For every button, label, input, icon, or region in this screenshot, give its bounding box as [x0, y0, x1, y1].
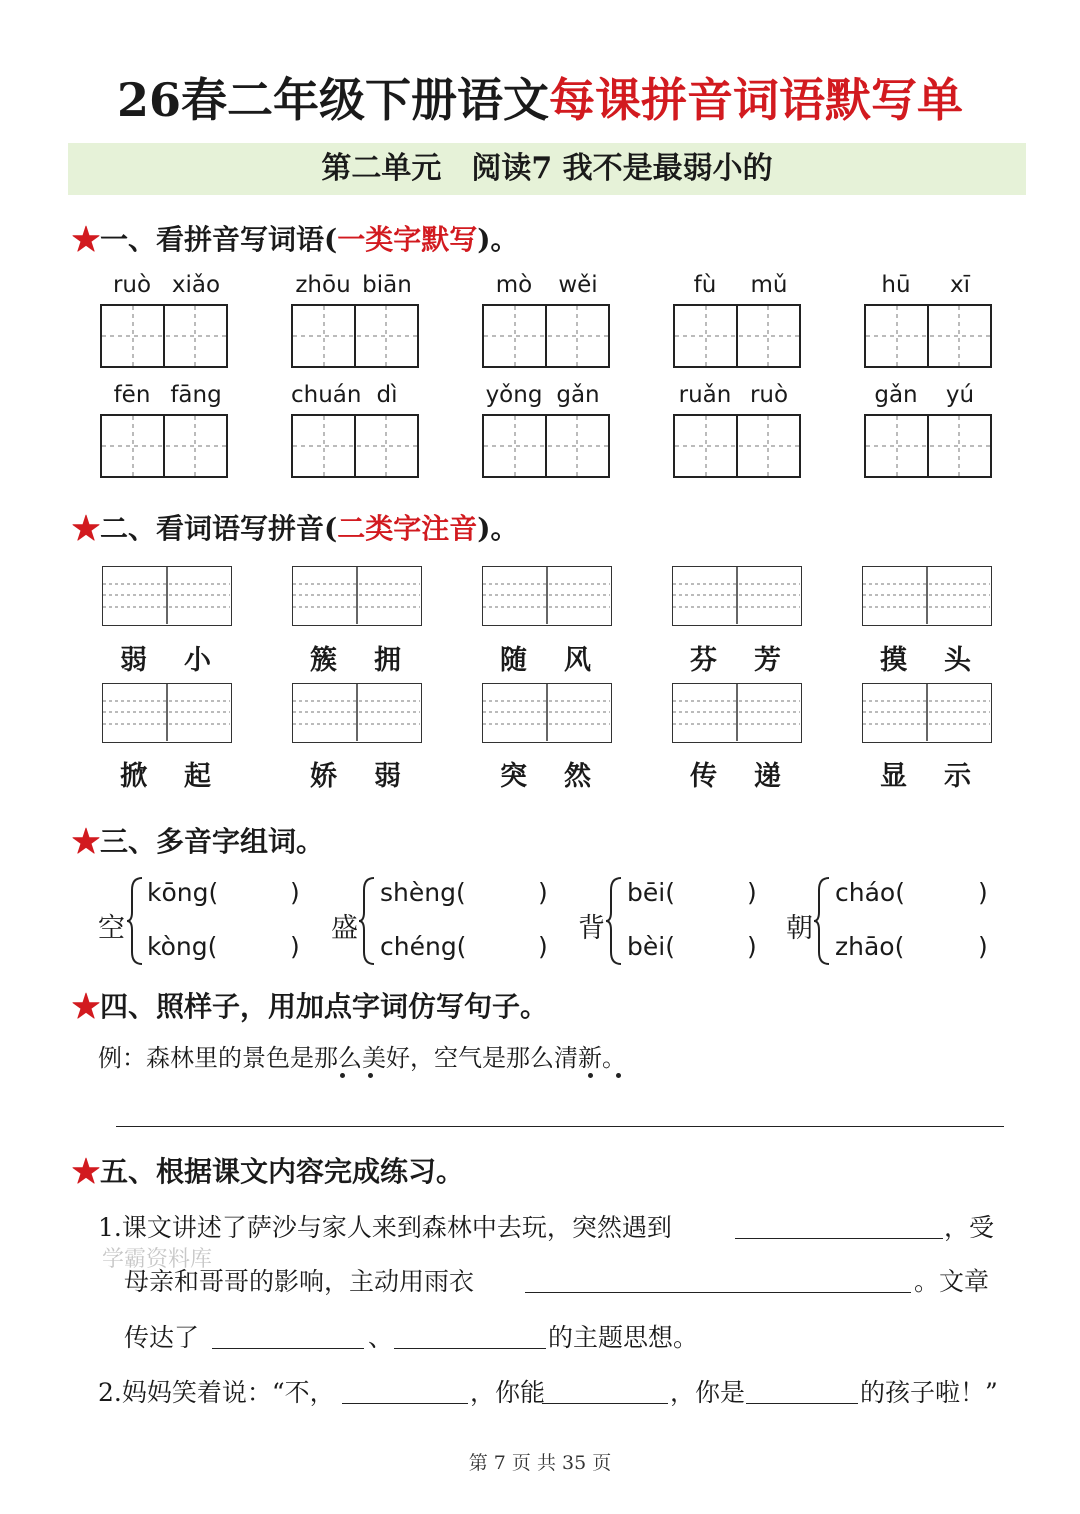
- word-character: 突: [500, 761, 527, 792]
- word-character: 拥: [374, 645, 401, 676]
- pinyin-reading: kòng(: [147, 932, 218, 961]
- polyphonic-character: 背: [578, 913, 605, 944]
- page-footer: 第 7 页 共 35 页: [468, 1452, 612, 1474]
- page-title: 26春二年级下册语文每课拼音词语默写单: [116, 73, 963, 127]
- word-character: 随: [500, 645, 527, 676]
- tianzige-grid[interactable]: [291, 414, 419, 478]
- emphasis-dot: [616, 1073, 621, 1078]
- answer-slot-close[interactable]: ): [978, 932, 988, 961]
- answer-slot-close[interactable]: ): [538, 878, 548, 907]
- pinyin-syllable: xī: [949, 272, 970, 298]
- pinyin-writing-box[interactable]: [482, 566, 612, 626]
- tianzige-grid[interactable]: [291, 304, 419, 368]
- watermark: 学霸资料库: [102, 1247, 213, 1272]
- example-sentence: 例：森林里的景色是那么美好，空气是那么清新。: [98, 1044, 626, 1072]
- emphasis-dot: [368, 1073, 373, 1078]
- tianzige-grid[interactable]: [482, 414, 610, 478]
- q1-blank-4[interactable]: [394, 1348, 546, 1349]
- pinyin-writing-box[interactable]: [102, 566, 232, 626]
- pinyin-syllable: fēn: [113, 382, 151, 408]
- q1-line2-text: 母亲和哥哥的影响，主动用雨衣: [124, 1267, 475, 1296]
- answer-slot-close[interactable]: ): [747, 932, 757, 961]
- word-character: 摸: [880, 645, 907, 676]
- q2-text-2: ，你能: [470, 1378, 546, 1407]
- pinyin-writing-box[interactable]: [482, 683, 612, 743]
- pinyin-writing-box[interactable]: [292, 566, 422, 626]
- q1-line3-end: 的主题思想。: [548, 1323, 699, 1352]
- section2-heading: ★二、看词语写拼音(二类字注音)。: [72, 512, 519, 545]
- pinyin-syllable: xiǎo: [171, 272, 221, 298]
- pinyin-syllable: mǔ: [750, 272, 788, 298]
- word-character: 风: [564, 645, 591, 676]
- brace-icon: [358, 876, 376, 970]
- word-character: 递: [754, 761, 781, 792]
- polyphonic-character: 朝: [786, 913, 813, 944]
- word-character: 显: [880, 761, 907, 792]
- pinyin-reading: chéng(: [380, 932, 467, 961]
- word-character: 娇: [310, 761, 337, 792]
- word-character: 弱: [120, 645, 147, 676]
- pinyin-syllable: ruò: [112, 272, 152, 298]
- word-character: 弱: [374, 761, 401, 792]
- tianzige-grid[interactable]: [673, 414, 801, 478]
- q2-blank-3[interactable]: [746, 1403, 858, 1404]
- tianzige-grid[interactable]: [864, 304, 992, 368]
- pinyin-reading: zhāo(: [835, 932, 905, 961]
- pinyin-reading: kōng(: [147, 878, 219, 907]
- pinyin-writing-box[interactable]: [672, 566, 802, 626]
- answer-slot-close[interactable]: ): [978, 878, 988, 907]
- q1-blank-1[interactable]: [735, 1238, 943, 1239]
- section1-heading: ★一、看拼音写词语(一类字默写)。: [72, 223, 519, 256]
- word-character: 芳: [754, 645, 781, 676]
- pinyin-syllable: biān: [362, 272, 412, 298]
- pinyin-writing-box[interactable]: [862, 683, 992, 743]
- answer-slot-close[interactable]: ): [538, 932, 548, 961]
- pinyin-syllable: zhōu: [295, 272, 351, 298]
- word-character: 示: [944, 761, 971, 792]
- pinyin-syllable: ruò: [749, 382, 789, 408]
- word-character: 头: [944, 645, 971, 676]
- unit-banner: 第二单元 阅读7 我不是最弱小的: [68, 143, 1026, 195]
- pinyin-writing-box[interactable]: [672, 683, 802, 743]
- pinyin-syllable: chuán: [291, 382, 362, 408]
- pinyin-syllable: fù: [693, 272, 717, 298]
- pinyin-syllable: mò: [495, 272, 533, 298]
- emphasis-dot: [340, 1073, 345, 1078]
- pinyin-reading: bèi(: [627, 932, 675, 961]
- answer-slot-close[interactable]: ): [747, 878, 757, 907]
- polyphonic-character: 空: [98, 913, 125, 944]
- pinyin-syllable: fāng: [170, 382, 222, 408]
- answer-slot-close[interactable]: ): [290, 878, 300, 907]
- q2-text-3: ，你是: [670, 1378, 746, 1407]
- word-character: 然: [564, 761, 591, 792]
- pinyin-reading: cháo(: [835, 878, 905, 907]
- emphasis-dot: [588, 1073, 593, 1078]
- pinyin-reading: bēi(: [627, 878, 675, 907]
- brace-icon: [605, 876, 623, 970]
- answer-slot-close[interactable]: ): [290, 932, 300, 961]
- tianzige-grid[interactable]: [482, 304, 610, 368]
- tianzige-grid[interactable]: [100, 414, 228, 478]
- q2-blank-1[interactable]: [342, 1403, 468, 1404]
- q1-separator: 、: [368, 1323, 394, 1352]
- pinyin-syllable: dì: [376, 382, 398, 408]
- pinyin-syllable: hū: [881, 272, 911, 298]
- brace-icon: [813, 876, 831, 970]
- q1-blank-2[interactable]: [525, 1292, 911, 1293]
- pinyin-writing-box[interactable]: [102, 683, 232, 743]
- brace-icon: [126, 876, 144, 970]
- pinyin-syllable: wěi: [558, 272, 598, 298]
- pinyin-reading: shèng(: [380, 878, 466, 907]
- word-character: 簇: [310, 645, 337, 676]
- section5-heading: ★五、根据课文内容完成练习。: [72, 1155, 465, 1188]
- pinyin-writing-box[interactable]: [292, 683, 422, 743]
- word-character: 起: [184, 761, 211, 792]
- q2-text: 2.妈妈笑着说：“不，: [98, 1378, 335, 1407]
- q1-line2-end: 。文章: [914, 1267, 990, 1296]
- q1-line3-text: 传达了: [124, 1323, 200, 1352]
- q2-blank-2[interactable]: [542, 1403, 668, 1404]
- word-character: 芬: [690, 645, 717, 676]
- q1-blank-3[interactable]: [212, 1348, 364, 1349]
- answer-line[interactable]: [116, 1126, 1004, 1127]
- pinyin-syllable: ruǎn: [678, 382, 732, 408]
- q1-line1-text: 1.课文讲述了萨沙与家人来到森林中去玩，突然遇到: [98, 1213, 672, 1242]
- section4-heading: ★四、照样子，用加点字词仿写句子。: [72, 990, 549, 1023]
- pinyin-syllable: yú: [945, 382, 975, 408]
- pinyin-writing-box[interactable]: [862, 566, 992, 626]
- tianzige-grid[interactable]: [864, 414, 992, 478]
- tianzige-grid[interactable]: [673, 304, 801, 368]
- pinyin-syllable: gǎn: [874, 382, 918, 408]
- word-character: 掀: [120, 761, 147, 792]
- q1-line1-end: ，受: [944, 1213, 995, 1242]
- polyphonic-character: 盛: [331, 913, 358, 944]
- section3-heading: ★三、多音字组词。: [72, 825, 325, 858]
- pinyin-syllable: gǎn: [556, 382, 600, 408]
- tianzige-grid[interactable]: [100, 304, 228, 368]
- word-character: 传: [690, 761, 717, 792]
- word-character: 小: [184, 645, 211, 676]
- q2-text-end: 的孩子啦！”: [860, 1378, 998, 1407]
- pinyin-syllable: yǒng: [485, 382, 543, 408]
